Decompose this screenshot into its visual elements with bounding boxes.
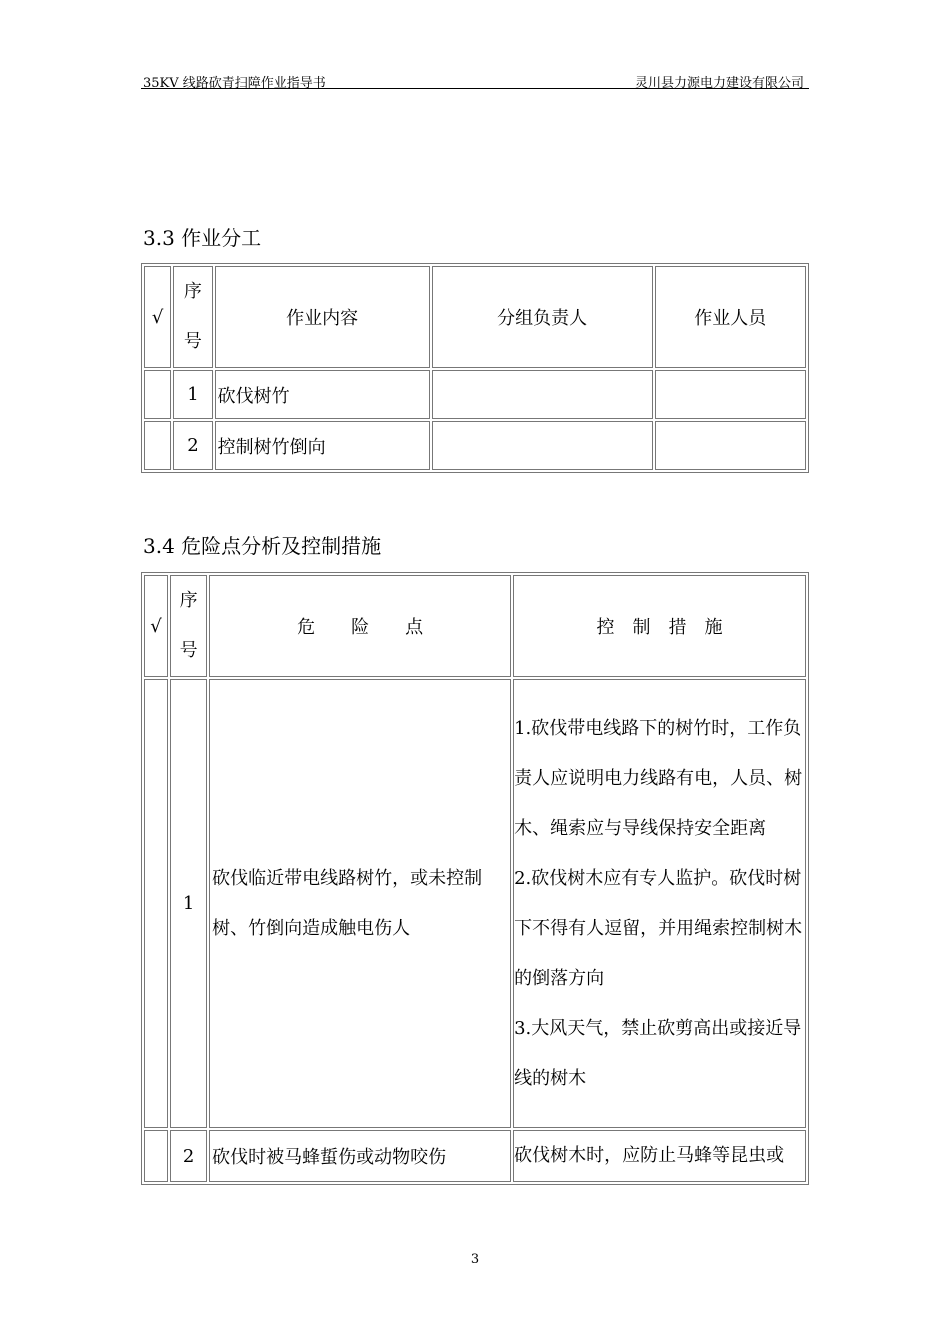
- row-content: 控制树竹倒向: [215, 421, 430, 470]
- row-staff: [655, 370, 806, 419]
- col-seq-line1: 序: [179, 590, 198, 611]
- col-seq-line2: 号: [183, 331, 202, 352]
- row-check: [144, 370, 171, 419]
- row-no: 2: [173, 421, 212, 470]
- page-number: 3: [470, 1252, 480, 1267]
- row-hazard: 砍伐临近带电线路树竹，或未控制树、竹倒向造成触电伤人: [209, 679, 511, 1128]
- col-seq-line1: 序: [183, 281, 202, 302]
- header-doc-title: 35KV 线路砍青扫障作业指导书: [143, 76, 326, 91]
- header-rule: [141, 88, 809, 89]
- col-measures: 控 制 措 施: [513, 575, 806, 677]
- table-header-row: [144, 266, 806, 368]
- header-company: 灵川县力源电力建设有限公司: [634, 76, 804, 91]
- hazard-table: [141, 572, 809, 1185]
- table-row: [144, 421, 806, 470]
- col-seq-line2: 号: [179, 640, 198, 661]
- table-row: [144, 1130, 806, 1182]
- col-check: √: [144, 266, 171, 368]
- table-header-row: [144, 575, 806, 677]
- measure-item: 3.大风天气，禁止砍剪高出或接近导线的树木: [514, 1017, 802, 1089]
- col-staff: 作业人员: [655, 266, 806, 368]
- row-check: [144, 1130, 168, 1182]
- col-leader: 分组负责人: [432, 266, 653, 368]
- section-3-3-title: 3.3 作业分工: [143, 226, 262, 250]
- row-no: 2: [170, 1130, 207, 1182]
- row-no: 1: [173, 370, 212, 419]
- table-row: [144, 370, 806, 419]
- row-measures: [513, 679, 806, 1128]
- division-table: [141, 263, 809, 473]
- row-no: 1: [170, 679, 207, 1128]
- col-seq: [173, 266, 212, 368]
- measure-item: 2.砍伐树木应有专人监护。砍伐时树下不得有人逗留，并用绳索控制树木的倒落方向: [514, 867, 803, 989]
- table-row: [144, 679, 806, 1128]
- row-check: [144, 679, 168, 1128]
- col-check: √: [144, 575, 168, 677]
- row-check: [144, 421, 171, 470]
- row-content: 砍伐树竹: [215, 370, 430, 419]
- col-seq: [170, 575, 207, 677]
- row-leader: [432, 370, 653, 419]
- section-3-4-title: 3.4 危险点分析及控制措施: [143, 534, 382, 558]
- col-hazard: 危 险 点: [209, 575, 511, 677]
- col-content: 作业内容: [215, 266, 430, 368]
- row-measures: [513, 1130, 806, 1182]
- measure-item: 1.砍伐带电线路下的树竹时，工作负责人应说明电力线路有电，人员、树木、绳索应与导线保持安全距离: [514, 717, 803, 839]
- row-hazard: 砍伐时被马蜂蜇伤或动物咬伤: [209, 1130, 511, 1182]
- row-staff: [655, 421, 806, 470]
- measure-item: 砍伐树木时，应防止马蜂等昆虫或: [514, 1145, 785, 1166]
- row-leader: [432, 421, 653, 470]
